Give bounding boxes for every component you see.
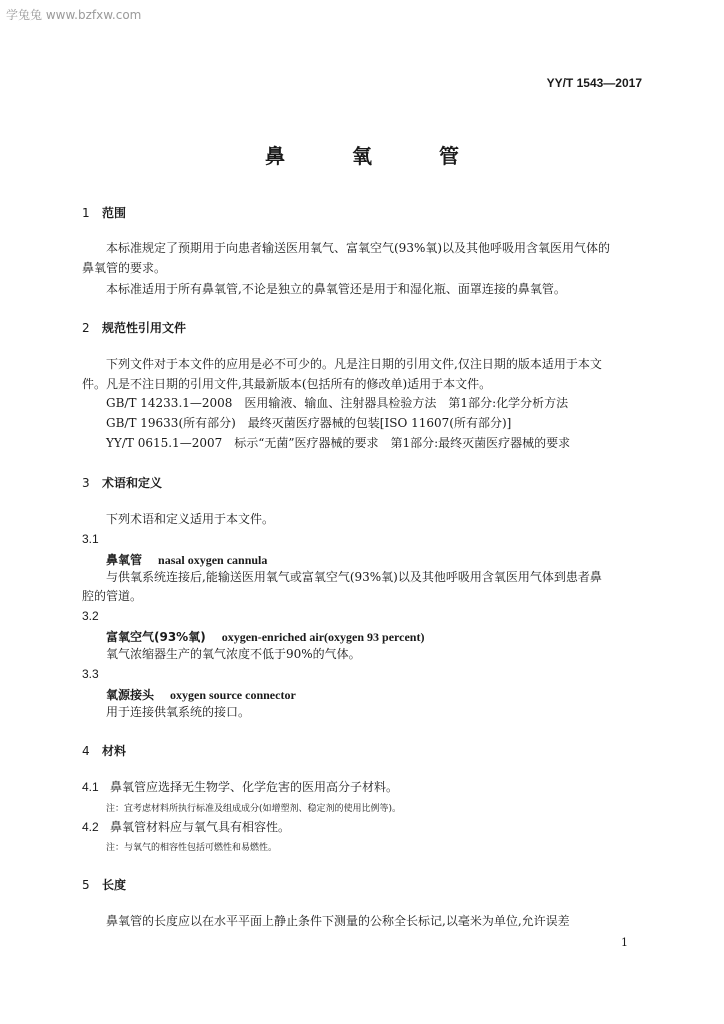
note-1: 注：宜考虑材料所执行标准及组成成分(如增塑剂、稳定剂的使用比例等)。	[106, 804, 402, 814]
term-3-2-number: 3.2	[82, 609, 99, 623]
section-1-paragraph-1-line-2: 鼻氧管的要求。	[82, 261, 167, 275]
section-1-heading	[82, 204, 126, 221]
term-3-1	[106, 551, 267, 568]
section-2-number: 2	[82, 321, 90, 335]
note-2: 注：与氧气的相容性包括可燃性和易燃性。	[106, 843, 278, 853]
clause-4-2-number: 4.2	[82, 820, 99, 834]
section-4-heading	[82, 742, 126, 759]
term-3-1-chinese: 鼻氧管	[106, 553, 143, 567]
section-3-intro: 下列术语和定义适用于本文件。	[106, 512, 275, 526]
clause-4-1-number: 4.1	[82, 780, 99, 794]
term-3-1-number: 3.1	[82, 532, 99, 546]
section-2-paragraph-line-2: 件。凡是不注日期的引用文件,其最新版本(包括所有的修改单)适用于本文件。	[82, 377, 492, 391]
term-3-3-number: 3.3	[82, 667, 99, 681]
section-5-number: 5	[82, 878, 90, 892]
section-3-title: 术语和定义	[102, 476, 163, 490]
section-2-heading	[82, 319, 186, 336]
term-3-2	[106, 628, 424, 645]
term-3-3-definition: 用于连接供氧系统的接口。	[106, 705, 251, 719]
section-1-paragraph-2: 本标准适用于所有鼻氧管,不论是独立的鼻氧管还是用于和湿化瓶、面罩连接的鼻氧管。	[106, 282, 566, 296]
page-number: 1	[621, 936, 628, 949]
section-2-title: 规范性引用文件	[102, 321, 187, 335]
term-3-1-definition-line-1: 与供氧系统连接后,能输送医用氧气或富氧空气(93%氧)以及其他呼吸用含氧医用气体到患者鼻	[106, 570, 602, 584]
clause-4-1-text: 鼻氧管应选择无生物学、化学危害的医用高分子材料。	[110, 780, 399, 794]
term-3-2-chinese: 富氧空气(93%氧)	[106, 630, 206, 644]
watermark: 学兔兔 www.bzfxw.com	[6, 8, 142, 22]
page-title: 鼻 氧 管	[265, 144, 489, 168]
section-3-heading	[82, 474, 162, 491]
section-1-number: 1	[82, 206, 90, 220]
clause-4-1	[82, 777, 398, 797]
section-3-number: 3	[82, 476, 90, 490]
term-3-3-chinese: 氧源接头	[106, 688, 155, 702]
section-5-heading	[82, 876, 126, 893]
section-5-paragraph: 鼻氧管的长度应以在水平平面上静止条件下测量的公称全长标记,以毫米为单位,允许误差	[106, 914, 570, 928]
term-3-2-definition: 氧气浓缩器生产的氧气浓度不低于90%的气体。	[106, 647, 361, 661]
section-1-paragraph-1-line-1: 本标准规定了预期用于向患者输送医用氧气、富氧空气(93%氧)以及其他呼吸用含氧医用气体的	[106, 241, 611, 255]
term-3-1-definition-line-2: 腔的管道。	[82, 589, 143, 603]
reference-1: GB/T 14233.1—2008 医用输液、输血、注射器具检验方法 第1部分:化学分析方法	[106, 396, 569, 410]
section-4-number: 4	[82, 744, 90, 758]
clause-4-2-text: 鼻氧管材料应与氧气具有相容性。	[110, 820, 291, 834]
section-1-title: 范围	[102, 206, 127, 220]
document-number: YY/T 1543—2017	[546, 76, 642, 90]
section-4-title: 材料	[102, 744, 127, 758]
clause-4-2	[82, 817, 290, 837]
term-3-2-english: oxygen-enriched air(oxygen 93 percent)	[221, 630, 425, 644]
term-3-3-english: oxygen source connector	[170, 688, 296, 702]
reference-3: YY/T 0615.1—2007 标示“无菌”医疗器械的要求 第1部分:最终灭菌医疗器械的要求	[106, 436, 571, 450]
reference-2: GB/T 19633(所有部分) 最终灭菌医疗器械的包装[ISO 11607(所有部分)]	[106, 416, 512, 430]
term-3-1-english: nasal oxygen cannula	[158, 553, 268, 567]
section-5-title: 长度	[102, 878, 127, 892]
section-2-paragraph-line-1: 下列文件对于本文件的应用是必不可少的。凡是注日期的引用文件,仅注日期的版本适用于本文	[106, 357, 602, 371]
term-3-3	[106, 686, 296, 703]
